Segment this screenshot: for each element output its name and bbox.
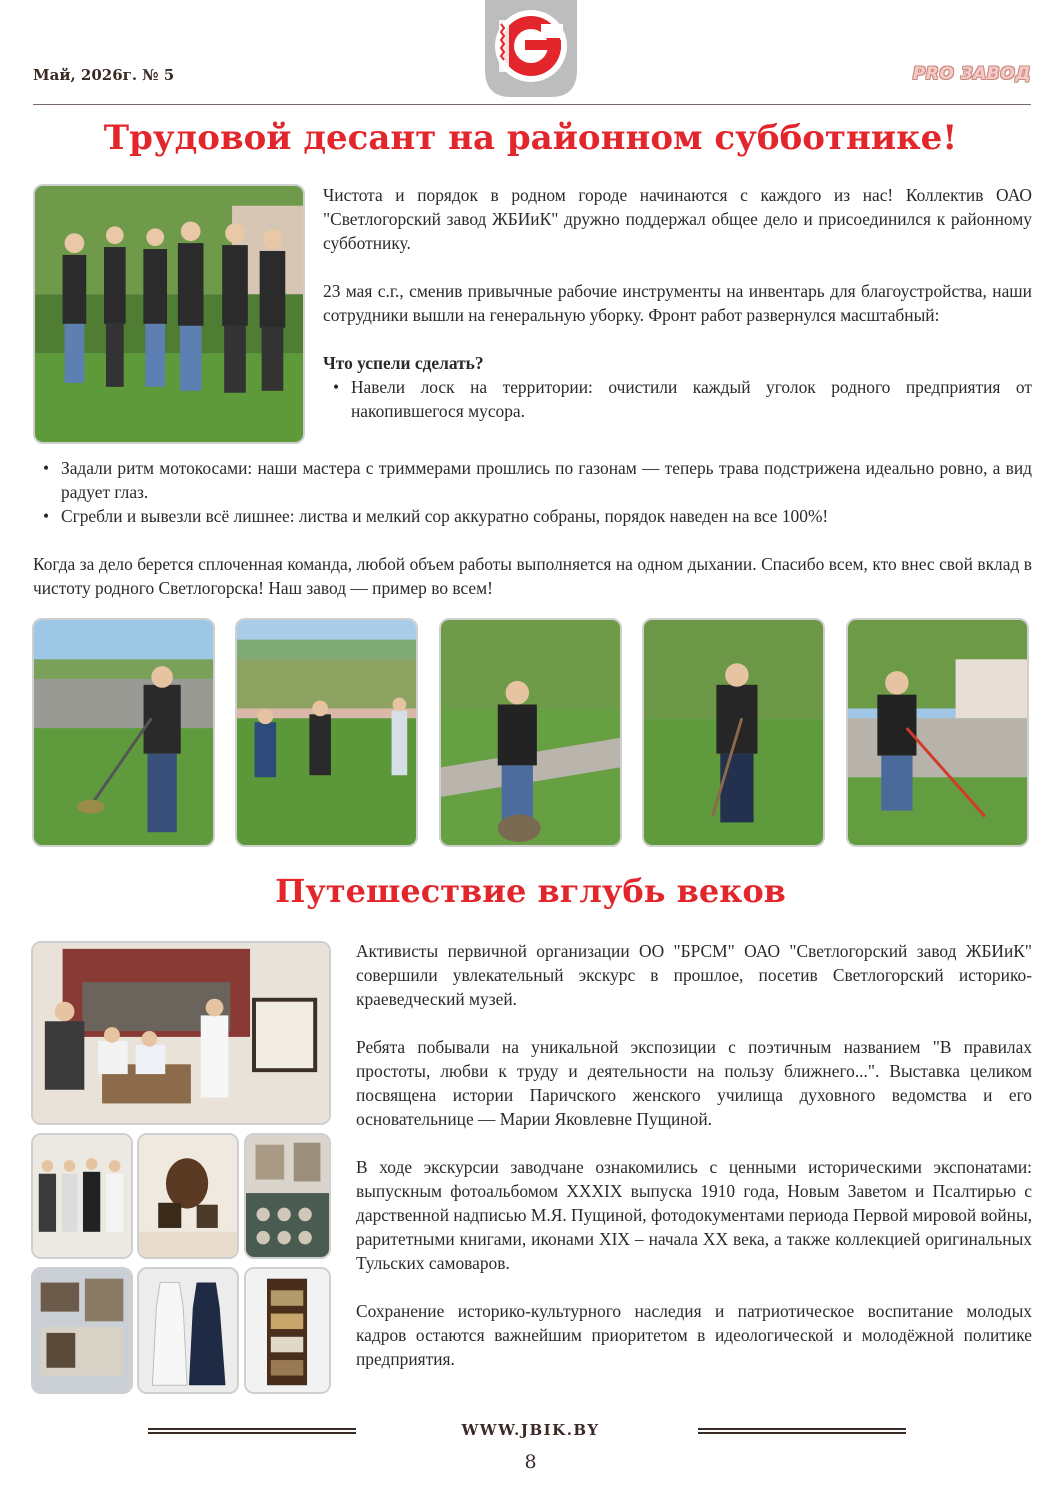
- article1-list: [33, 456, 1032, 600]
- museum-group-photo: [31, 941, 331, 1125]
- museum-photo-samovars: [137, 1133, 239, 1259]
- paragraph: Активисты первичной организации ОО "БРСМ" ОАО "Светлогорский завод ЖБИиК" совершили увлекательный экскурс в прошлое, посетив Светлогорский историко-краеведческий музей.: [356, 941, 1032, 1009]
- photo-woman-rake: [846, 618, 1029, 847]
- list-item: • Сгребли и вывезли всё лишнее: листва и мелкий сор аккуратно собраны, порядок наведен на все 100%!: [33, 504, 1032, 528]
- museum-photo-portraits: [244, 1133, 331, 1259]
- list-item: • Задали ритм мотокосами: наши мастера с триммерами прошлись по газонам — теперь трава подстрижена идеально ровно, а вид радует глаз.: [33, 456, 1032, 504]
- paragraph: Чистота и порядок в родном городе начинаются с каждого из нас! Коллектив ОАО "Светлогорский завод ЖБИиК" дружно поддержал общее дело и присоединился к районному субботнику.: [323, 185, 1032, 253]
- website-link[interactable]: WWW.JBIK.BY: [461, 1421, 600, 1439]
- article2-body: [356, 939, 1032, 1371]
- list-title: Что успели сделать?: [323, 353, 484, 373]
- museum-photo-bookcase: [244, 1267, 331, 1394]
- page-number: 8: [524, 1451, 537, 1473]
- paragraph: Когда за дело берется сплоченная команда, любой объем работы выполняется на одном дыхании. Спасибо всем, кто внес свой вклад в чистоту родного Светлогорска! Наш завод — пример во всем!: [33, 554, 1032, 598]
- photo-raking-man: [642, 618, 825, 847]
- paragraph: Ребята побывали на уникальной экспозиции с поэтичным названием "В правилах простоты, любви к труду и деятельности на пользу ближнего...". Выставка целиком посвящена истории Паричского женского училища духовного ведомства и его основательнице — Марии Яковлевне Пущиной.: [356, 1037, 1032, 1129]
- article-title: Трудовой десант на районном субботнике!: [103, 118, 958, 158]
- paragraph: В ходе экскурсии заводчане ознакомились с ценными историческими экспонатами: выпускным фотоальбомом XXXIX выпуска 1910 года, Новым Заветом и Псалтирью с дарственной надписью М.Я. Пущиной, фотодокументами периода Первой мировой войны, раритетными книгами, иконами XIX – начала XX века, а также коллекцией оригинальных Тульских самоваров.: [356, 1157, 1032, 1273]
- company-logo: [485, 0, 577, 97]
- museum-photo-documents: [31, 1267, 133, 1394]
- article1-intro: [323, 183, 1032, 423]
- issue-label: Май, 2026г. № 5: [33, 66, 175, 84]
- paragraph: 23 мая с.г., сменив привычные рабочие инструменты на инвентарь для благоустройства, наши сотрудники вышли на генеральную уборку. Фронт работ развернулся масштабный:: [323, 281, 1032, 325]
- museum-photo-visitors: [31, 1133, 133, 1259]
- article-title: Путешествие вглубь веков: [275, 872, 786, 910]
- photo-raking-woman: [439, 618, 622, 847]
- header-divider: [33, 104, 1031, 105]
- brand-label: PRO ЗАВОД: [912, 64, 1031, 84]
- museum-photo-dresses: [137, 1267, 239, 1394]
- photo-trimmer: [32, 618, 215, 847]
- paragraph: Сохранение историко-культурного наследия и патриотическое воспитание молодых кадров остаются важнейшим приоритетом в идеологической и молодёжной политике предприятия.: [356, 1301, 1032, 1369]
- list-item: • Навели лоск на территории: очистили каждый уголок родного предприятия от накопившегося мусора.: [323, 375, 1032, 423]
- photo-mowing: [235, 618, 418, 847]
- team-group-photo: [33, 184, 305, 444]
